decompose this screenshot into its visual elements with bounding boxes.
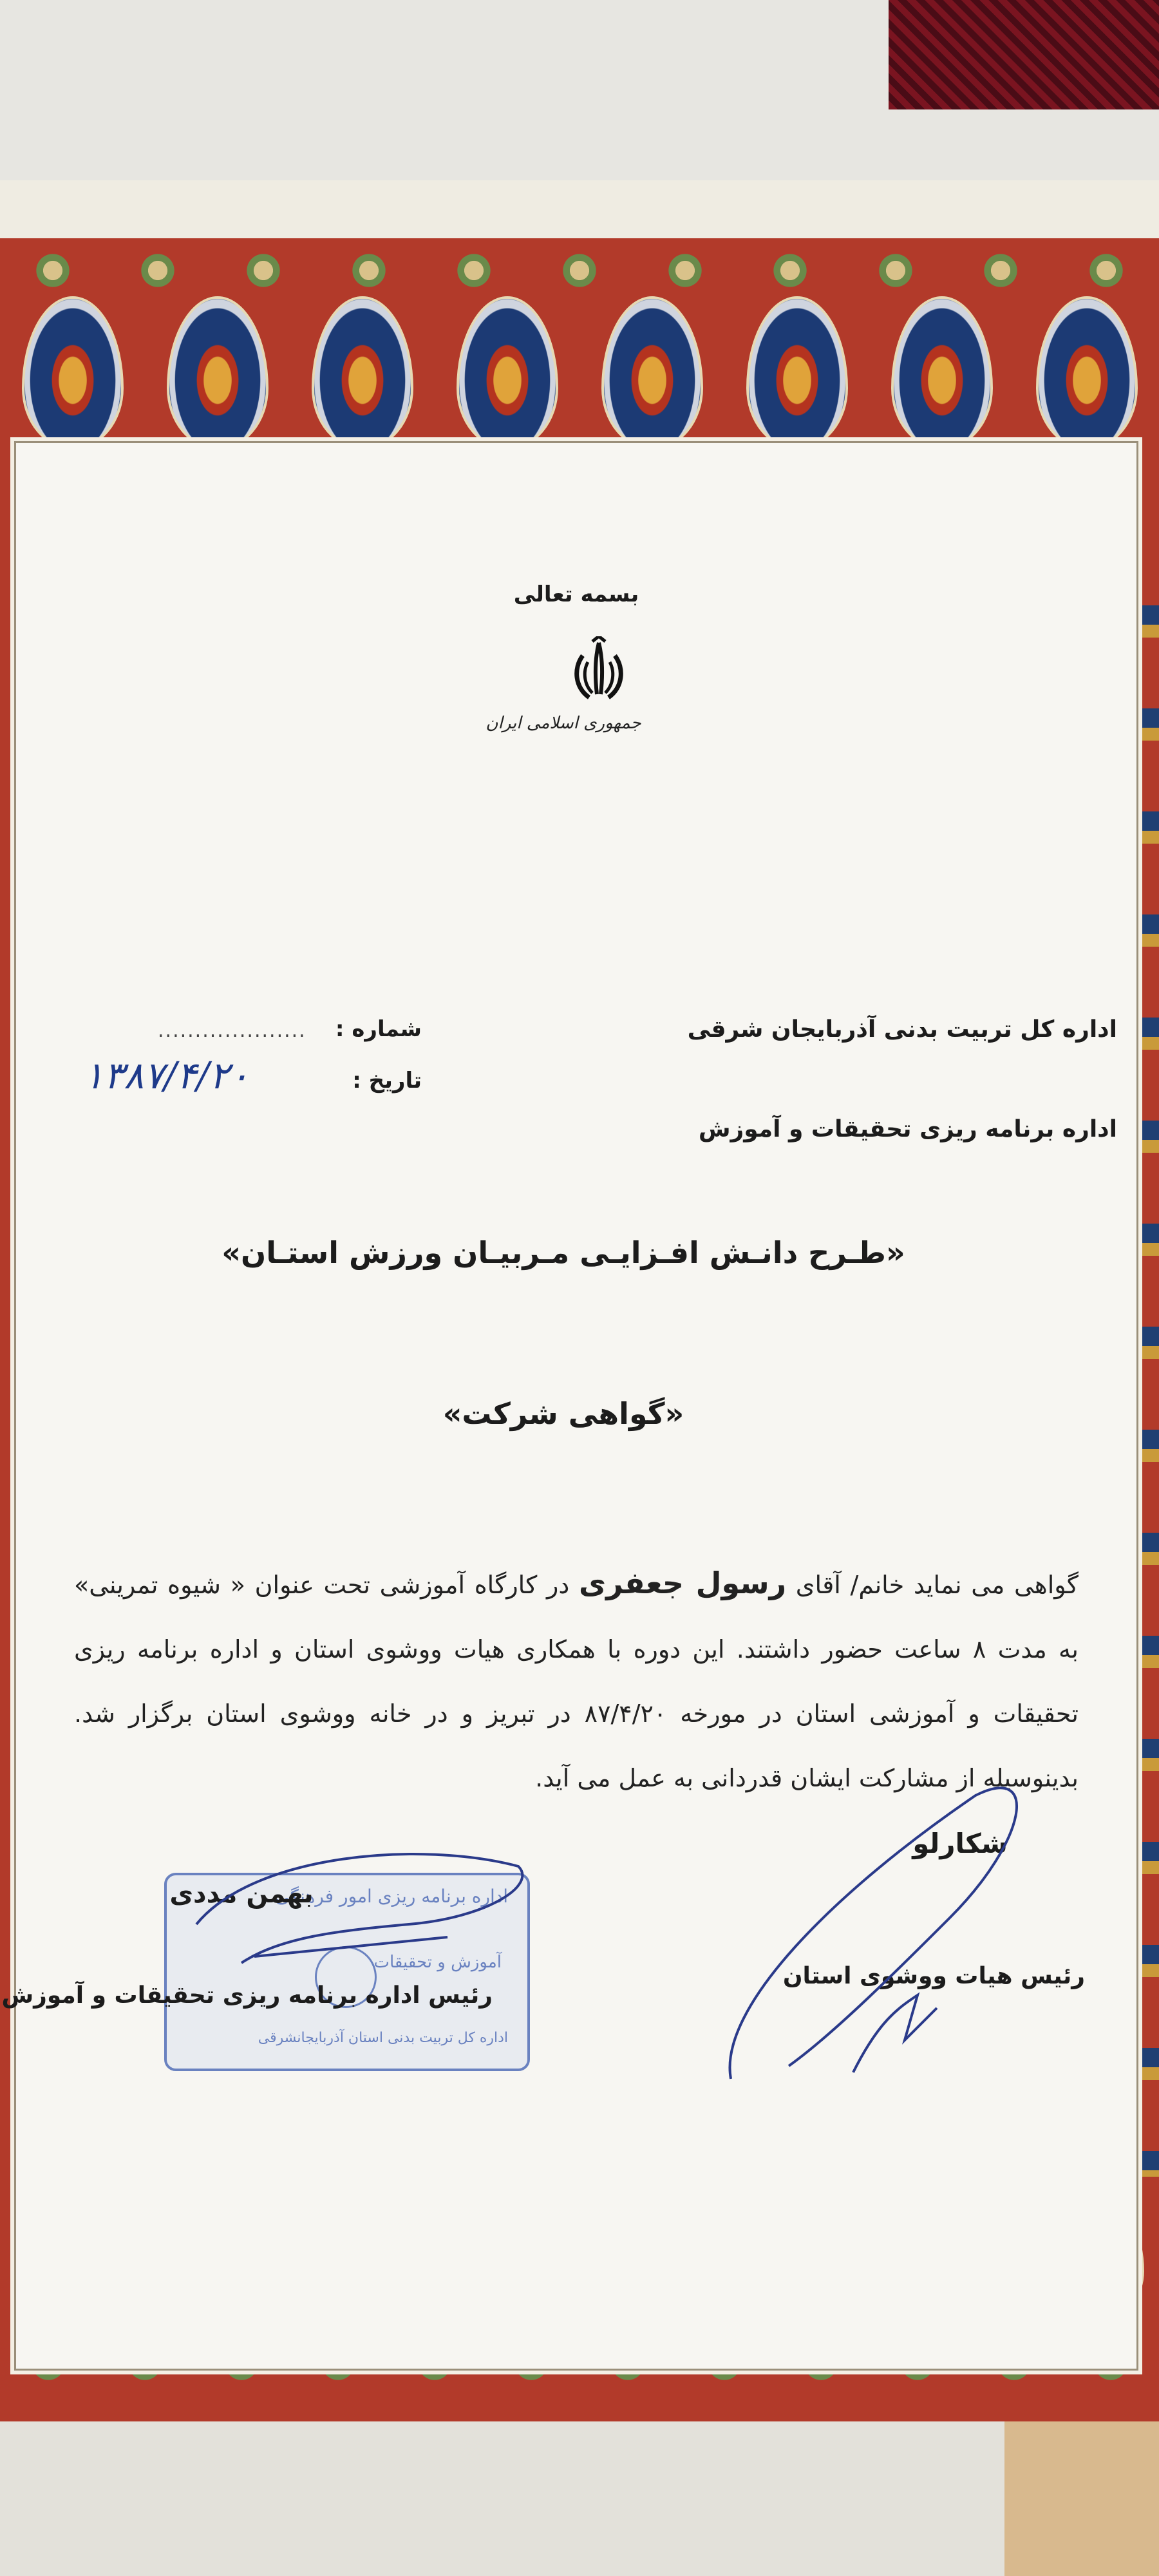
- right-signatory-title: رئیس هیات ووشوی استان: [782, 1963, 1085, 1989]
- stamp-line2: آموزش و تحقیقات: [373, 1953, 502, 1972]
- left-signature-scribble: [177, 1828, 538, 1989]
- ornament-medallion: [601, 296, 703, 450]
- number-value: ....................: [158, 1019, 306, 1042]
- stamp-line3: اداره کل تربیت بدنی استان آذربایجانشرقی: [258, 2030, 508, 2046]
- certificate-panel: [1, 441, 1138, 2371]
- ornament-bud: [33, 251, 72, 290]
- ornament-bud: [876, 251, 915, 290]
- iran-emblem-icon: [557, 636, 641, 714]
- ornament-medallion: [1036, 296, 1138, 450]
- ornament-bud: [138, 251, 177, 290]
- ornament-bud: [1087, 251, 1126, 290]
- ornament-medallion: [746, 296, 848, 450]
- ornament-bud: [244, 251, 283, 290]
- right-signature-scribble: [705, 1763, 1040, 2098]
- background-red-carpet: [889, 0, 1159, 109]
- right-signatory-name: شکارلو: [912, 1828, 1008, 1859]
- body-part1: گواهی می نماید خانم/ آقای: [795, 1571, 1079, 1599]
- date-label: تاریخ :: [352, 1068, 422, 1094]
- ornament-bud: [350, 251, 388, 290]
- ornament-bud: [560, 251, 599, 290]
- certificate-sheet: [0, 180, 1159, 2338]
- ornament-medallion: [312, 296, 413, 450]
- ornament-bud: [455, 251, 493, 290]
- ornament-bud: [771, 251, 809, 290]
- recipient-name: رسول جعفری: [579, 1566, 787, 1600]
- invocation-heading: بسمه تعالی: [513, 582, 639, 607]
- ornament-medallion: [457, 296, 558, 450]
- program-title: «طـرح دانـش افـزایـی مـربیـان ورزش استـان»: [221, 1235, 905, 1270]
- ornament-medallion: [22, 296, 124, 450]
- body-part2: در کارگاه آموزشی تحت عنوان « شیوه تمرینی» به مدت ۸ ساعت حضور داشتند. این دوره با همکاری هیات ووشوی استان و اداره برنامه ریزی تحقیقات و آموزشی استان در مورخه ۸۷/۴/۲۰ در تبریز و در خانه ووشوی استان برگزار شد. بدینوسیله از مشارکت ایشان قدردانی به عمل می آید.: [74, 1571, 1079, 1792]
- ornament-bud: [666, 251, 704, 290]
- issuer-org-line1: اداره کل تربیت بدنی آذربایجان شرقی: [687, 1016, 1117, 1043]
- left-signatory-title: رئیس اداره برنامه ریزی تحقیقات و آموزش: [1, 1982, 493, 2009]
- left-signatory-name: بهمن مددی: [169, 1879, 314, 1909]
- ornament-medallion: [167, 296, 269, 450]
- certificate-title: «گواهی شرکت»: [442, 1396, 684, 1431]
- top-medallion-row: [0, 296, 1159, 450]
- ornament-medallion: [891, 296, 993, 450]
- emblem-caption: جمهوری اسلامی ایران: [485, 714, 641, 733]
- top-bud-row: [0, 251, 1159, 290]
- stamp-line1: اداره برنامه ریزی امور فرهنگی: [275, 1886, 508, 1907]
- date-value-handwritten: ۱۳۸۷/۴/۲۰: [84, 1054, 250, 1097]
- number-label: شماره :: [335, 1016, 422, 1042]
- issuer-org-line2: اداره برنامه ریزی تحقیقات و آموزش: [698, 1116, 1117, 1142]
- ornament-bud: [981, 251, 1020, 290]
